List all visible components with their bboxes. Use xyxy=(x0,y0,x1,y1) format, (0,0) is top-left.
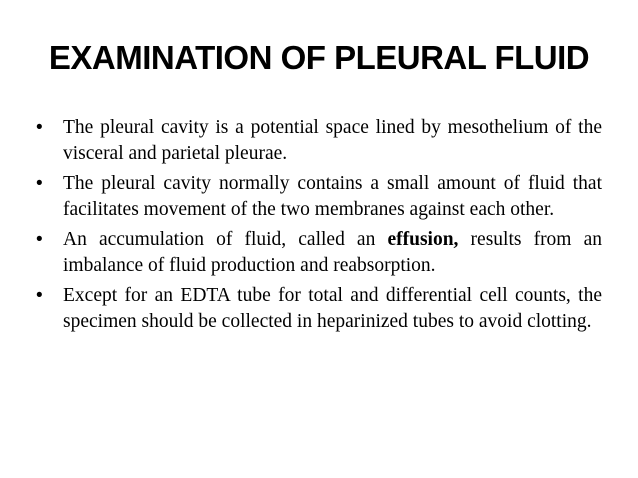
bullet-text: The pleural cavity is a potential space lined by mesothelium of the visceral and parietal pleurae. xyxy=(63,117,602,164)
bullet-icon: • xyxy=(36,173,43,194)
bullet-text-before: An accumulation of fluid, called an xyxy=(63,229,388,250)
bullet-item-1 xyxy=(36,115,602,167)
bold-term-effusion: effusion, xyxy=(387,229,459,250)
slide-title: EXAMINATION OF PLEURAL FLUID xyxy=(48,39,590,76)
bullet-text: Except for an EDTA tube for total and differential cell counts, the specimen should be collected in heparinized tubes to avoid clotting. xyxy=(63,285,602,332)
bullet-item-4 xyxy=(36,283,602,335)
bullet-text: The pleural cavity normally contains a small amount of fluid that facilitates movement of the two membranes against each other. xyxy=(63,173,602,220)
bullet-icon: • xyxy=(36,229,43,250)
bullet-item-2 xyxy=(36,171,602,223)
bullet-icon: • xyxy=(36,117,43,138)
bullet-text-after: results from an imbalance of fluid production and reabsorption. xyxy=(63,229,602,276)
bullet-list xyxy=(36,115,602,339)
bullet-icon: • xyxy=(36,285,43,306)
bullet-item-3 xyxy=(36,227,602,279)
